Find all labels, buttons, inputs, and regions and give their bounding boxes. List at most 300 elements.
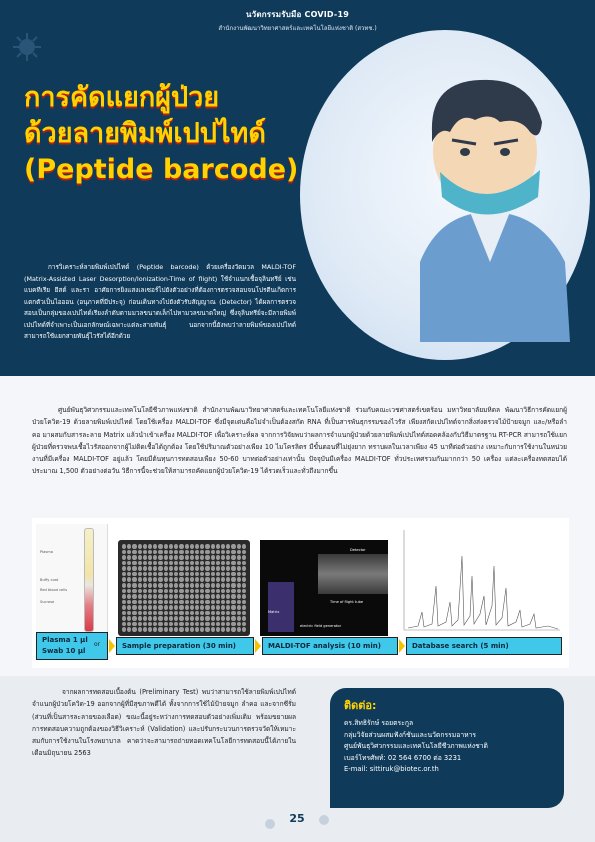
plate-well xyxy=(185,605,189,610)
plate-well xyxy=(132,577,136,582)
plate-well xyxy=(148,589,152,594)
tube-label: Buffy coat xyxy=(40,578,59,582)
plate-well xyxy=(132,555,136,560)
plate-well xyxy=(169,577,173,582)
plate-well xyxy=(205,616,209,621)
plate-well xyxy=(164,611,168,616)
maldi-label: Matrix xyxy=(268,610,280,614)
plate-well xyxy=(122,544,126,549)
contact-group: กลุ่มวิจัยส่วนผสมฟังก์ชันและนวัตกรรมอาหาร xyxy=(344,730,477,739)
plate-well xyxy=(138,622,142,627)
plate-well xyxy=(164,577,168,582)
plate-well xyxy=(231,583,235,588)
plate-well xyxy=(205,566,209,571)
plate-well xyxy=(216,605,220,610)
plate-well xyxy=(132,561,136,566)
plate-well xyxy=(237,611,241,616)
plate-well xyxy=(185,566,189,571)
plate-well xyxy=(148,605,152,610)
step-sample-preparation: Sample preparation (30 min) xyxy=(116,637,254,655)
plate-well xyxy=(216,583,220,588)
plate-well xyxy=(195,627,199,632)
plate-well xyxy=(153,622,157,627)
plate-well xyxy=(158,622,162,627)
plate-well xyxy=(221,566,225,571)
plate-well xyxy=(164,600,168,605)
plate-well xyxy=(174,561,178,566)
plate-well xyxy=(148,583,152,588)
plate-well xyxy=(185,627,189,632)
plate-well xyxy=(169,561,173,566)
plate-well xyxy=(216,555,220,560)
plate-well xyxy=(138,611,142,616)
plate-well xyxy=(221,611,225,616)
plate-well xyxy=(122,594,126,599)
plate-well xyxy=(148,550,152,555)
plate-well xyxy=(164,583,168,588)
plate-well xyxy=(242,583,246,588)
header-title: นวัตกรรมรับมือ COVID-19 xyxy=(246,10,349,19)
plate-well xyxy=(200,550,204,555)
maldi-label: Time of flight tube xyxy=(330,600,364,604)
flight-tube xyxy=(318,554,388,594)
plate-well xyxy=(174,572,178,577)
plate-well xyxy=(221,605,225,610)
plate-well xyxy=(185,600,189,605)
plate-well xyxy=(174,611,178,616)
plate-well xyxy=(226,589,230,594)
plate-well xyxy=(231,616,235,621)
plate-well xyxy=(211,572,215,577)
plate-well xyxy=(226,594,230,599)
plate-well xyxy=(153,627,157,632)
plate-well xyxy=(211,622,215,627)
plate-well xyxy=(237,616,241,621)
plate-well xyxy=(205,583,209,588)
plate-well xyxy=(148,600,152,605)
plate-well xyxy=(122,550,126,555)
plate-well xyxy=(164,566,168,571)
plate-well xyxy=(143,589,147,594)
plate-well xyxy=(158,605,162,610)
plate-well xyxy=(185,583,189,588)
maldi-label: Detector xyxy=(350,548,366,552)
plate-well xyxy=(211,561,215,566)
plate-well xyxy=(195,589,199,594)
plate-well xyxy=(216,544,220,549)
plate-well xyxy=(237,544,241,549)
arrow-right-icon xyxy=(399,637,405,655)
plate-well xyxy=(148,544,152,549)
maldi-tof-diagram xyxy=(260,540,388,636)
plate-well xyxy=(185,616,189,621)
plate-well xyxy=(200,577,204,582)
plate-well xyxy=(158,594,162,599)
plate-well xyxy=(216,589,220,594)
plate-well xyxy=(158,550,162,555)
plate-well xyxy=(122,616,126,621)
plate-well xyxy=(169,572,173,577)
plate-well xyxy=(237,600,241,605)
plate-well xyxy=(174,550,178,555)
plate-well xyxy=(237,550,241,555)
plate-well xyxy=(122,611,126,616)
tube-label: Sucrose xyxy=(40,600,55,604)
plate-well xyxy=(153,572,157,577)
step-plasma: Plasma 1 μl xyxy=(42,636,88,644)
plate-well xyxy=(216,550,220,555)
blood-tube xyxy=(84,528,94,632)
plate-well xyxy=(174,544,178,549)
plate-well xyxy=(242,550,246,555)
plate-well xyxy=(190,550,194,555)
plate-well xyxy=(169,583,173,588)
plate-well xyxy=(200,583,204,588)
plate-well xyxy=(132,583,136,588)
arrow-right-icon xyxy=(255,637,261,655)
plate-well xyxy=(195,583,199,588)
plate-well xyxy=(242,572,246,577)
plate-well xyxy=(221,600,225,605)
blood-tube-diagram xyxy=(36,524,108,632)
plate-well xyxy=(158,611,162,616)
plate-well xyxy=(216,577,220,582)
plate-well xyxy=(143,544,147,549)
plate-well xyxy=(226,605,230,610)
plate-well xyxy=(164,627,168,632)
plate-well xyxy=(185,622,189,627)
plate-well xyxy=(174,577,178,582)
patient-with-mask-illustration xyxy=(380,62,580,342)
plate-well xyxy=(190,611,194,616)
plate-well xyxy=(185,577,189,582)
plate-well xyxy=(237,622,241,627)
plate-well xyxy=(200,561,204,566)
plate-well xyxy=(138,627,142,632)
plate-well xyxy=(216,627,220,632)
plate-well xyxy=(211,577,215,582)
plate-well xyxy=(226,555,230,560)
plate-well xyxy=(153,616,157,621)
plate-well xyxy=(221,583,225,588)
tube-label: Plasma xyxy=(40,550,53,554)
plate-well xyxy=(185,561,189,566)
plate-well xyxy=(179,600,183,605)
plate-well xyxy=(200,605,204,610)
plate-well xyxy=(174,589,178,594)
plate-well xyxy=(174,566,178,571)
plate-well xyxy=(169,544,173,549)
plate-well xyxy=(205,550,209,555)
step-or: or xyxy=(94,641,101,648)
plate-well xyxy=(127,594,131,599)
plate-well xyxy=(174,594,178,599)
plate-well xyxy=(143,600,147,605)
plate-well xyxy=(179,544,183,549)
plate-well xyxy=(211,627,215,632)
plate-well xyxy=(195,550,199,555)
plate-well xyxy=(242,544,246,549)
plate-well xyxy=(174,627,178,632)
maldi-plate-photo xyxy=(118,540,250,636)
plate-well xyxy=(231,589,235,594)
plate-well xyxy=(153,550,157,555)
plate-well xyxy=(211,555,215,560)
plate-well xyxy=(158,577,162,582)
plate-well xyxy=(205,594,209,599)
plate-well xyxy=(148,611,152,616)
contact-phone: เบอร์โทรศัพท์: 02 564 6700 ต่อ 3231 xyxy=(344,753,462,762)
plate-well xyxy=(195,561,199,566)
plate-well xyxy=(153,583,157,588)
plate-well xyxy=(158,600,162,605)
plate-well xyxy=(164,550,168,555)
plate-well xyxy=(231,555,235,560)
tube-label: Red blood cells xyxy=(40,588,68,592)
plate-well xyxy=(205,572,209,577)
contact-name: ดร.สิทธิรักษ์ รอยตระกูล xyxy=(344,719,414,727)
plate-well xyxy=(143,583,147,588)
plate-well xyxy=(242,566,246,571)
plate-well xyxy=(132,605,136,610)
plate-well xyxy=(211,616,215,621)
plate-well xyxy=(216,622,220,627)
plate-well xyxy=(237,594,241,599)
plate-well xyxy=(190,561,194,566)
plate-well xyxy=(148,622,152,627)
plate-well xyxy=(221,555,225,560)
plate-well xyxy=(143,622,147,627)
plate-well xyxy=(143,616,147,621)
plate-well xyxy=(190,555,194,560)
plate-well xyxy=(179,555,183,560)
plate-well xyxy=(226,611,230,616)
plate-well xyxy=(153,605,157,610)
contact-center: ศูนย์พันธุวิศวกรรมและเทคโนโลยีชีวภาพแห่งชาติ xyxy=(344,742,488,750)
sample-target xyxy=(268,582,294,632)
plate-well xyxy=(122,605,126,610)
plate-well xyxy=(179,611,183,616)
plate-well xyxy=(127,544,131,549)
plate-well xyxy=(242,605,246,610)
plate-well xyxy=(127,566,131,571)
plate-well xyxy=(164,555,168,560)
plate-well xyxy=(148,555,152,560)
plate-well xyxy=(242,577,246,582)
plate-well xyxy=(132,616,136,621)
plate-well xyxy=(242,627,246,632)
plate-well xyxy=(132,622,136,627)
plate-well xyxy=(158,561,162,566)
plate-well xyxy=(138,589,142,594)
plate-well xyxy=(169,555,173,560)
plate-well xyxy=(143,594,147,599)
title-line-2: ด้วยลายพิมพ์เปปไทด์ xyxy=(24,118,266,149)
plate-well xyxy=(242,555,246,560)
plate-well xyxy=(138,594,142,599)
plate-well xyxy=(143,566,147,571)
plate-well xyxy=(211,583,215,588)
plate-well xyxy=(211,550,215,555)
body-paragraph: ศูนย์พันธุวิศวกรรมและเทคโนโลยีชีวภาพแห่งชาติ สำนักงานพัฒนาวิทยาศาสตร์และเทคโนโลยีแห่งชาติ ร่วมกับคณะเวชศาสตร์เขตร้อน มหาวิทยาลัยมหิดล พัฒนาวิธีการคัดแยกผู้ป่วยโควิด-19 ด้วยลายพิมพ์เปปไทด์ โดยใช้เครื่อง MALDI-TOF ซึ่งมีจุดเด่นคือไม่จำเป็นต้องสกัด RNA ที่เป็นสารพันธุกรรมของไวรัส เพียงสกัดเปปไทด์จากสิ่งส่งตรวจไม้ป้ายจมูก และ/หรือลำคอ มาผสมกับสารละลาย Matrix แล้วนำเข้าเครื่อง MALDI-TOF เพื่อวิเคราะห์ผล จากการวิจัยพบว่าผลการจำแนกผู้ป่วยด้วยลายพิมพ์เปปไทด์สอดคล้องกับวิธีมาตรฐาน RT-PCR สามารถใช้แยกผู้ป่วยที่ตรวจพบเชื้อไวรัสออกจากผู้ไม่ติดเชื้อได้ถูกต้อง โดยใช้ปริมาณตัวอย่างเพียง 10 ไมโครลิตร มีขั้นตอนที่ไม่ยุ่งยาก ทราบผลในเวลาเพียง 45 นาทีต่อตัวอย่าง เหมาะกับการใช้งานในหน่วยงานที่มีเครื่อง MALDI-TOF อยู่แล้ว โดยมีต้นทุนการทดสอบเพียง 50-60 บาทต่อตัวอย่างเท่านั้น ปัจจุบันมีเครื่อง MALDI-TOF ทั่วประเทศรวมกันมากกว่า 50 เครื่อง แต่ละเครื่องทดสอบได้ประมาณ 1,500 ตัวอย่างต่อวัน วิธีการนี้จะช่วยให้สามารถคัดแยกผู้ป่วยโควิด-19 ได้รวดเร็วและทั่วถึงมากขึ้น xyxy=(32,406,567,476)
plate-well xyxy=(169,594,173,599)
plate-well xyxy=(200,594,204,599)
plate-well xyxy=(138,600,142,605)
plate-well xyxy=(231,605,235,610)
plate-well xyxy=(179,594,183,599)
plate-well xyxy=(211,566,215,571)
plate-well xyxy=(164,594,168,599)
plate-well xyxy=(148,627,152,632)
plate-well xyxy=(242,616,246,621)
plate-well xyxy=(242,622,246,627)
plate-well xyxy=(169,616,173,621)
contact-email[interactable]: E-mail: sittiruk@biotec.or.th xyxy=(344,765,439,773)
plate-well xyxy=(205,605,209,610)
plate-well xyxy=(179,616,183,621)
plate-well xyxy=(143,611,147,616)
plate-well xyxy=(153,544,157,549)
plate-well xyxy=(153,561,157,566)
plate-well xyxy=(138,577,142,582)
plate-well xyxy=(205,611,209,616)
plate-well xyxy=(169,611,173,616)
plate-well xyxy=(138,605,142,610)
plate-well xyxy=(127,605,131,610)
plate-well xyxy=(226,616,230,621)
plate-well xyxy=(190,605,194,610)
header-subtitle: สำนักงานพัฒนาวิทยาศาสตร์และเทคโนโลยีแห่งชาติ (สวทช.) xyxy=(218,25,377,32)
plate-well xyxy=(132,611,136,616)
plate-well xyxy=(185,594,189,599)
plate-well xyxy=(164,544,168,549)
plate-well xyxy=(138,550,142,555)
plate-well xyxy=(216,561,220,566)
workflow-figure xyxy=(32,518,569,668)
plate-well xyxy=(242,600,246,605)
plate-well xyxy=(195,611,199,616)
plate-well xyxy=(127,577,131,582)
plate-well xyxy=(143,555,147,560)
plate-well xyxy=(221,616,225,621)
plate-well xyxy=(226,622,230,627)
plate-well xyxy=(122,577,126,582)
plate-well xyxy=(190,577,194,582)
plate-well xyxy=(237,577,241,582)
plate-well xyxy=(211,589,215,594)
plate-well xyxy=(200,616,204,621)
plate-well xyxy=(158,583,162,588)
plate-well xyxy=(132,572,136,577)
plate-well xyxy=(169,566,173,571)
plate-well xyxy=(164,605,168,610)
plate-well xyxy=(138,555,142,560)
plate-well xyxy=(221,561,225,566)
title-line-1: การคัดแยกผู้ป่วย xyxy=(24,82,220,113)
plate-well xyxy=(190,622,194,627)
plate-well xyxy=(231,544,235,549)
mass-spectrum-plot xyxy=(398,526,564,636)
plate-well xyxy=(169,589,173,594)
contact-box xyxy=(330,688,564,808)
plate-well xyxy=(221,589,225,594)
plate-well xyxy=(127,611,131,616)
plate-well xyxy=(237,583,241,588)
plate-well xyxy=(205,577,209,582)
plate-well xyxy=(148,594,152,599)
plate-well xyxy=(226,561,230,566)
plate-well xyxy=(216,611,220,616)
plate-well xyxy=(138,566,142,571)
plate-well xyxy=(231,622,235,627)
plate-well xyxy=(179,589,183,594)
plate-well xyxy=(127,583,131,588)
plate-well xyxy=(226,627,230,632)
plate-well xyxy=(127,555,131,560)
plate-well xyxy=(127,561,131,566)
plate-well xyxy=(174,555,178,560)
plate-well xyxy=(190,583,194,588)
plate-well xyxy=(200,572,204,577)
plate-well xyxy=(211,605,215,610)
plate-well xyxy=(174,622,178,627)
plate-well xyxy=(143,561,147,566)
arrow-right-icon xyxy=(109,637,115,655)
plate-well xyxy=(122,589,126,594)
plate-well xyxy=(153,589,157,594)
plate-well xyxy=(205,627,209,632)
plate-well xyxy=(132,566,136,571)
plate-well xyxy=(127,622,131,627)
plate-well xyxy=(195,544,199,549)
plate-well xyxy=(164,622,168,627)
plate-well xyxy=(122,555,126,560)
contact-heading: ติดต่อ: xyxy=(344,699,377,712)
plate-well xyxy=(158,572,162,577)
plate-well xyxy=(195,616,199,621)
plate-well xyxy=(200,611,204,616)
plate-well xyxy=(190,594,194,599)
plate-well xyxy=(231,572,235,577)
plate-well xyxy=(122,583,126,588)
plate-well xyxy=(195,594,199,599)
plate-well xyxy=(127,616,131,621)
plate-well xyxy=(143,572,147,577)
plate-well xyxy=(179,566,183,571)
plate-well xyxy=(226,550,230,555)
plate-well xyxy=(231,550,235,555)
plate-well xyxy=(179,577,183,582)
plate-well xyxy=(148,577,152,582)
plate-well xyxy=(242,561,246,566)
plate-well xyxy=(143,627,147,632)
plate-well xyxy=(132,600,136,605)
plate-well xyxy=(174,583,178,588)
plate-well xyxy=(138,583,142,588)
plate-well xyxy=(231,627,235,632)
plate-well xyxy=(138,561,142,566)
plate-well xyxy=(164,589,168,594)
plate-well xyxy=(132,544,136,549)
plate-well xyxy=(143,550,147,555)
plate-well xyxy=(132,627,136,632)
running-header xyxy=(0,8,595,33)
plate-well xyxy=(153,566,157,571)
plate-well xyxy=(179,572,183,577)
plate-well xyxy=(200,566,204,571)
plate-well xyxy=(185,589,189,594)
plate-well xyxy=(169,550,173,555)
